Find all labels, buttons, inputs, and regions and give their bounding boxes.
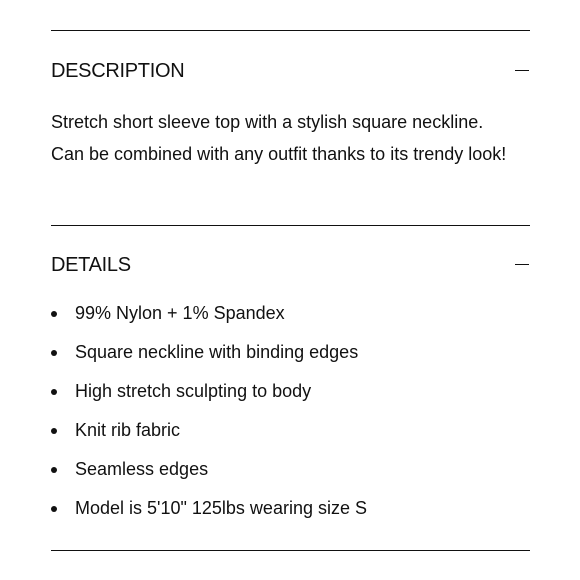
description-body: Stretch short sleeve top with a stylish square neckline. Can be combined with any outfit thanks to its trendy look!: [51, 112, 507, 164]
detail-text: Knit rib fabric: [75, 420, 181, 440]
minus-icon[interactable]: [515, 64, 529, 78]
description-title: DESCRIPTION: [51, 59, 185, 82]
description-accordion-header[interactable]: [51, 55, 530, 87]
detail-text: High stretch sculpting to body: [75, 381, 312, 401]
detail-text: Square neckline with binding edges: [75, 342, 359, 362]
details-list: [51, 298, 530, 532]
list-item: [51, 376, 530, 415]
top-divider: [51, 30, 530, 31]
list-item: [51, 337, 530, 376]
list-item: [51, 454, 530, 493]
detail-text: Model is 5'10" 125lbs wearing size S: [75, 498, 367, 518]
list-item: [51, 415, 530, 454]
details-title: DETAILS: [51, 253, 131, 276]
bullet-icon: [51, 350, 57, 356]
list-item: [51, 298, 530, 337]
bullet-icon: [51, 311, 57, 317]
bullet-icon: [51, 467, 57, 473]
bullet-icon: [51, 428, 57, 434]
minus-icon[interactable]: [515, 258, 529, 272]
details-accordion-header[interactable]: [51, 249, 530, 281]
list-item: [51, 493, 530, 532]
detail-text: 99% Nylon + 1% Spandex: [75, 303, 285, 323]
bottom-divider: [51, 550, 530, 551]
detail-text: Seamless edges: [75, 459, 209, 479]
middle-divider: [51, 225, 530, 226]
bullet-icon: [51, 389, 57, 395]
bullet-icon: [51, 506, 57, 512]
